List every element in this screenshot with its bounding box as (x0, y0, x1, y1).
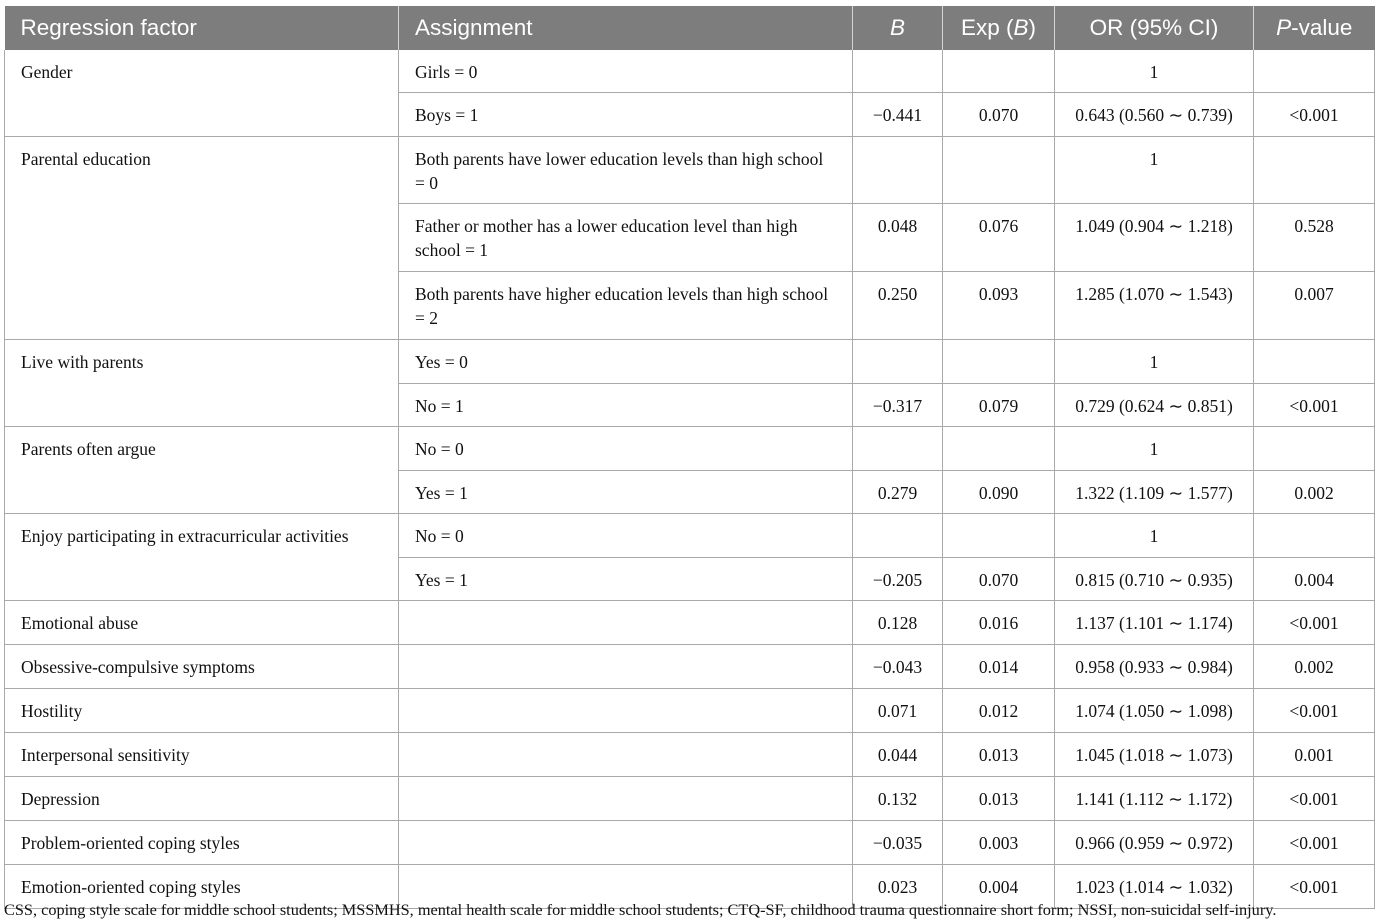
b-cell: 0.132 (853, 777, 943, 821)
b-cell: 0.044 (853, 733, 943, 777)
assignment-cell: Girls = 0 (399, 50, 853, 93)
or-cell: 1 (1055, 50, 1254, 93)
p-cell: <0.001 (1254, 93, 1375, 137)
b-cell: 0.250 (853, 272, 943, 340)
factor-cell: Emotional abuse (5, 601, 399, 645)
header-p-suffix: -value (1291, 15, 1353, 40)
p-cell (1254, 137, 1375, 204)
table-row (5, 777, 1375, 821)
or-cell: 1 (1055, 137, 1254, 204)
assignment-cell (399, 821, 853, 865)
or-cell: 0.643 (0.560 ∼ 0.739) (1055, 93, 1254, 137)
factor-cell: Live with parents (5, 340, 399, 427)
p-cell: 0.001 (1254, 733, 1375, 777)
table-row (5, 514, 1375, 558)
exp-b-cell (943, 427, 1055, 471)
factor-cell: Gender (5, 50, 399, 137)
exp-b-cell: 0.070 (943, 558, 1055, 601)
b-cell (853, 340, 943, 384)
exp-b-cell (943, 340, 1055, 384)
assignment-cell: No = 0 (399, 514, 853, 558)
b-cell: 0.048 (853, 204, 943, 272)
p-cell (1254, 50, 1375, 93)
table-row (5, 427, 1375, 471)
assignment-cell (399, 645, 853, 689)
b-cell (853, 427, 943, 471)
header-exp-b-suffix: ) (1028, 15, 1037, 40)
assignment-cell (399, 777, 853, 821)
assignment-cell: Both parents have higher education levels than high school = 2 (399, 272, 853, 340)
regression-table (4, 6, 1375, 909)
assignment-cell: Yes = 1 (399, 558, 853, 601)
or-cell: 1.074 (1.050 ∼ 1.098) (1055, 689, 1254, 733)
assignment-cell: Father or mother has a lower education level than high school = 1 (399, 204, 853, 272)
exp-b-cell: 0.093 (943, 272, 1055, 340)
or-cell: 0.966 (0.959 ∼ 0.972) (1055, 821, 1254, 865)
regression-table-wrapper (4, 6, 1374, 909)
b-cell: −0.317 (853, 384, 943, 427)
exp-b-cell: 0.004 (943, 865, 1055, 909)
exp-b-cell: 0.003 (943, 821, 1055, 865)
p-cell: 0.002 (1254, 645, 1375, 689)
b-cell: 0.071 (853, 689, 943, 733)
p-cell: 0.528 (1254, 204, 1375, 272)
factor-cell: Depression (5, 777, 399, 821)
header-assignment: Assignment (399, 6, 853, 50)
assignment-cell (399, 733, 853, 777)
header-p-italic: P (1276, 15, 1292, 40)
factor-cell: Enjoy participating in extracurricular activities (5, 514, 399, 601)
assignment-cell: Yes = 0 (399, 340, 853, 384)
header-or-ci: OR (95% CI) (1055, 6, 1254, 50)
p-cell (1254, 514, 1375, 558)
b-cell: −0.441 (853, 93, 943, 137)
or-cell: 1.023 (1.014 ∼ 1.032) (1055, 865, 1254, 909)
or-cell: 1 (1055, 514, 1254, 558)
table-header (5, 6, 1375, 50)
table-row (5, 689, 1375, 733)
or-cell: 0.729 (0.624 ∼ 0.851) (1055, 384, 1254, 427)
p-cell: <0.001 (1254, 777, 1375, 821)
or-cell: 0.958 (0.933 ∼ 0.984) (1055, 645, 1254, 689)
b-cell: −0.043 (853, 645, 943, 689)
p-cell (1254, 427, 1375, 471)
table-row (5, 340, 1375, 384)
assignment-cell: Boys = 1 (399, 93, 853, 137)
exp-b-cell: 0.090 (943, 471, 1055, 514)
header-b-italic: B (889, 15, 905, 40)
b-cell: −0.035 (853, 821, 943, 865)
exp-b-cell: 0.012 (943, 689, 1055, 733)
factor-cell: Obsessive-compulsive symptoms (5, 645, 399, 689)
p-cell: 0.002 (1254, 471, 1375, 514)
assignment-cell: Both parents have lower education levels than high school = 0 (399, 137, 853, 204)
or-cell: 1 (1055, 427, 1254, 471)
or-cell: 1.137 (1.101 ∼ 1.174) (1055, 601, 1254, 645)
b-cell: −0.205 (853, 558, 943, 601)
exp-b-cell: 0.014 (943, 645, 1055, 689)
table-body (5, 50, 1375, 909)
assignment-cell: No = 1 (399, 384, 853, 427)
p-cell: 0.004 (1254, 558, 1375, 601)
assignment-cell: No = 0 (399, 427, 853, 471)
table-row (5, 137, 1375, 204)
exp-b-cell (943, 137, 1055, 204)
table-footnote: CSS, coping style scale for middle school students; MSSMHS, mental health scale for middle school students; CTQ-SF, childhood trauma questionnaire short form; NSSI, non-suicidal self-injury. (4, 900, 1277, 919)
assignment-cell (399, 601, 853, 645)
exp-b-cell: 0.079 (943, 384, 1055, 427)
or-cell: 1.045 (1.018 ∼ 1.073) (1055, 733, 1254, 777)
exp-b-cell: 0.013 (943, 777, 1055, 821)
p-cell: 0.007 (1254, 272, 1375, 340)
table-row (5, 601, 1375, 645)
table-row (5, 821, 1375, 865)
p-cell: <0.001 (1254, 689, 1375, 733)
factor-cell: Interpersonal sensitivity (5, 733, 399, 777)
p-cell: <0.001 (1254, 865, 1375, 909)
b-cell (853, 514, 943, 558)
b-cell: 0.023 (853, 865, 943, 909)
factor-cell: Parents often argue (5, 427, 399, 514)
exp-b-cell: 0.076 (943, 204, 1055, 272)
table-row (5, 645, 1375, 689)
header-regression-factor: Regression factor (5, 6, 399, 50)
header-b (853, 6, 943, 50)
table-row (5, 733, 1375, 777)
or-cell: 0.815 (0.710 ∼ 0.935) (1055, 558, 1254, 601)
or-cell: 1.141 (1.112 ∼ 1.172) (1055, 777, 1254, 821)
assignment-cell (399, 689, 853, 733)
factor-cell: Emotion-oriented coping styles (5, 865, 399, 909)
header-exp-b-prefix: Exp ( (960, 15, 1014, 40)
factor-cell: Hostility (5, 689, 399, 733)
assignment-cell: Yes = 1 (399, 471, 853, 514)
p-cell: <0.001 (1254, 384, 1375, 427)
factor-cell: Problem-oriented coping styles (5, 821, 399, 865)
or-cell: 1 (1055, 340, 1254, 384)
header-exp-b (943, 6, 1055, 50)
b-cell (853, 137, 943, 204)
or-cell: 1.322 (1.109 ∼ 1.577) (1055, 471, 1254, 514)
factor-cell: Parental education (5, 137, 399, 340)
exp-b-cell: 0.013 (943, 733, 1055, 777)
or-cell: 1.285 (1.070 ∼ 1.543) (1055, 272, 1254, 340)
exp-b-cell: 0.016 (943, 601, 1055, 645)
exp-b-cell: 0.070 (943, 93, 1055, 137)
exp-b-cell (943, 50, 1055, 93)
b-cell: 0.128 (853, 601, 943, 645)
b-cell (853, 50, 943, 93)
header-exp-b-italic: B (1013, 15, 1029, 40)
exp-b-cell (943, 514, 1055, 558)
table-row (5, 50, 1375, 93)
header-p-value (1254, 6, 1375, 50)
p-cell (1254, 340, 1375, 384)
b-cell: 0.279 (853, 471, 943, 514)
p-cell: <0.001 (1254, 821, 1375, 865)
or-cell: 1.049 (0.904 ∼ 1.218) (1055, 204, 1254, 272)
p-cell: <0.001 (1254, 601, 1375, 645)
